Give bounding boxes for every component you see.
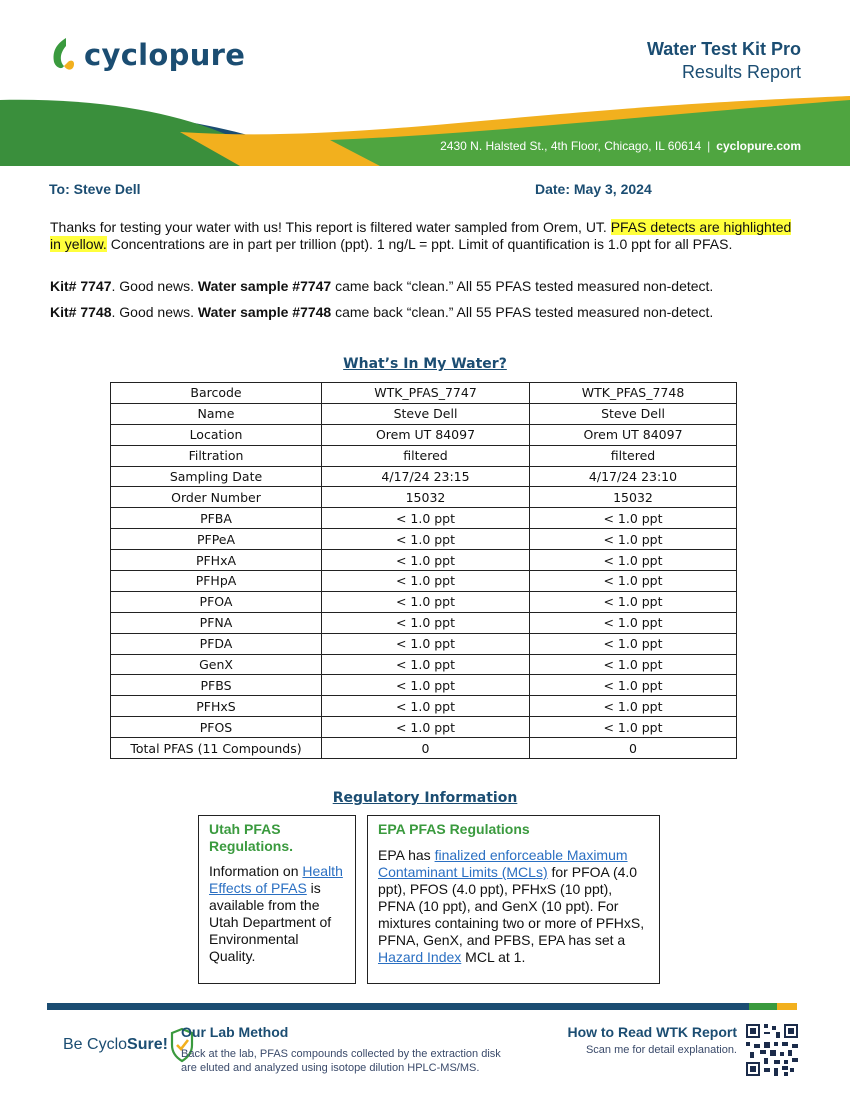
results-table-title: What’s In My Water? [343,356,507,372]
health-effects-link[interactable]: Health Effects of PFAS [209,863,343,896]
table-row [111,403,737,424]
row-label-cell: PFDA [111,633,322,654]
sample-7747-cell: < 1.0 ppt [322,529,530,550]
row-label-cell: Barcode [111,383,322,404]
row-label-cell: PFHxA [111,550,322,571]
brand-name: cyclopure [84,38,246,72]
sample-7748-cell: < 1.0 ppt [530,612,737,633]
table-row [111,571,737,592]
company-address: 2430 N. Halsted St., 4th Floor, Chicago, IL 60614 [440,139,702,153]
sample-7747-cell: 0 [322,738,530,759]
sample-7748-cell: < 1.0 ppt [530,633,737,654]
be-cyclosure-logo [63,1027,195,1063]
table-row [111,717,737,738]
table-row [111,529,737,550]
row-label-cell: Sampling Date [111,466,322,487]
kit-result-text: came back “clean.” All 55 PFAS tested measured non-detect. [331,278,714,294]
sample-7748-cell: 0 [530,738,737,759]
kit-result-text: came back “clean.” All 55 PFAS tested measured non-detect. [331,304,714,320]
sample-7748-cell: filtered [530,445,737,466]
intro-highlight: PFAS detects are highlighted in yellow. [50,219,792,252]
table-row [111,696,737,717]
kit-label: Kit# 7748 [50,304,112,320]
sample-7748-cell: < 1.0 ppt [530,529,737,550]
header-banner [0,96,850,166]
lab-method-body: Back at the lab, PFAS compounds collected by the extraction disk are eluted and analyzed using isotope dilution HPLC-MS/MS. [181,1048,501,1074]
row-label-cell: Total PFAS (11 Compounds) [111,738,322,759]
mcl-link[interactable]: finalized enforceable Maximum Contaminant Limits (MCLs) [378,847,628,880]
sample-7748-cell: < 1.0 ppt [530,550,737,571]
table-row [111,466,737,487]
table-row [111,591,737,612]
table-row [111,654,737,675]
utah-text-2: is available from the Utah Department of Environmental Quality. [209,880,332,964]
how-to-read-title: How to Read WTK Report [567,1024,737,1040]
report-subtitle: Results Report [681,62,801,82]
table-row [111,550,737,571]
epa-text-3: MCL at 1. [461,949,526,965]
sample-7747-cell: 4/17/24 23:15 [322,466,530,487]
cyclopure-leaf-icon [50,36,76,74]
lab-method-title: Our Lab Method [181,1024,289,1040]
hazard-index-link[interactable]: Hazard Index [378,949,462,965]
sample-7748-cell: WTK_PFAS_7748 [530,383,737,404]
row-label-cell: Name [111,403,322,424]
sample-7747-cell: < 1.0 ppt [322,508,530,529]
row-label-cell: PFPeA [111,529,322,550]
kit-good-news: . Good news. [111,278,198,294]
intro-paragraph [50,219,795,253]
footer-divider [47,1003,797,1010]
table-row [111,424,737,445]
be-cyclo-text: Be Cyclo [63,1036,128,1053]
sample-7747-cell: < 1.0 ppt [322,696,530,717]
intro-text-2: Concentrations are in part per trillion (ppt). 1 ng/L = ppt. Limit of quantification is 1.0 ppt for all PFAS. [106,236,733,252]
kit-result-7748 [50,304,795,321]
intro-text-1: Thanks for testing your water with us! This report is filtered water sampled from Orem, UT. [50,219,611,235]
row-label-cell: PFHpA [111,571,322,592]
recipient: To: Steve Dell [49,181,141,197]
qr-code-icon[interactable] [746,1024,798,1076]
sample-7747-cell: Orem UT 84097 [322,424,530,445]
brand-logo [50,36,245,74]
sample-7748-cell: < 1.0 ppt [530,696,737,717]
sample-7748-cell: < 1.0 ppt [530,591,737,612]
row-label-cell: Filtration [111,445,322,466]
utah-regulations-title: Utah PFAS Regulations. [209,821,294,854]
sample-7748-cell: 15032 [530,487,737,508]
sample-7747-cell: < 1.0 ppt [322,591,530,612]
sample-7748-cell: < 1.0 ppt [530,717,737,738]
epa-text-1: EPA has [378,847,435,863]
kit-good-news: . Good news. [111,304,198,320]
results-table [110,382,737,759]
table-row [111,445,737,466]
row-label-cell: PFOA [111,591,322,612]
sample-label: Water sample #7747 [197,278,332,294]
sample-7747-cell: < 1.0 ppt [322,571,530,592]
epa-regulations-box [367,815,660,984]
table-row [111,633,737,654]
table-row [111,383,737,404]
sample-7748-cell: < 1.0 ppt [530,654,737,675]
sample-7747-cell: < 1.0 ppt [322,675,530,696]
table-row [111,675,737,696]
sample-7748-cell: Orem UT 84097 [530,424,737,445]
sample-7748-cell: 4/17/24 23:10 [530,466,737,487]
row-label-cell: PFBA [111,508,322,529]
report-date: Date: May 3, 2024 [535,181,652,197]
sample-7747-cell: < 1.0 ppt [322,633,530,654]
sample-7748-cell: Steve Dell [530,403,737,424]
sample-7747-cell: filtered [322,445,530,466]
row-label-cell: Location [111,424,322,445]
epa-text-2: for PFOA (4.0 ppt), PFOS (4.0 ppt), PFHxS (10 ppt), PFNA (10 ppt), and GenX (10 ppt). For mixtures containing two or more of PFHxS, PFNA, GenX, and PFBS, EPA has set a [378,864,645,948]
row-label-cell: PFNA [111,612,322,633]
sample-7748-cell: < 1.0 ppt [530,508,737,529]
sample-7748-cell: < 1.0 ppt [530,675,737,696]
sample-7747-cell: < 1.0 ppt [322,654,530,675]
row-label-cell: PFBS [111,675,322,696]
company-website-link[interactable]: cyclopure.com [716,139,801,153]
company-address-bar [440,139,801,153]
row-label-cell: PFOS [111,717,322,738]
row-label-cell: Order Number [111,487,322,508]
table-row [111,487,737,508]
report-title: Water Test Kit Pro [646,39,801,59]
utah-regulations-box [198,815,356,984]
sample-7747-cell: < 1.0 ppt [322,550,530,571]
sample-7748-cell: < 1.0 ppt [530,571,737,592]
sample-7747-cell: < 1.0 ppt [322,717,530,738]
table-row [111,738,737,759]
address-separator: | [707,139,711,153]
kit-label: Kit# 7747 [50,278,112,294]
sample-7747-cell: < 1.0 ppt [322,612,530,633]
epa-regulations-body [378,847,649,966]
table-row [111,612,737,633]
row-label-cell: GenX [111,654,322,675]
sure-text: Sure! [127,1036,168,1053]
sample-7747-cell: 15032 [322,487,530,508]
regulatory-title: Regulatory Information [332,790,518,806]
kit-result-7747 [50,278,795,295]
sample-label: Water sample #7748 [197,304,332,320]
how-to-read-body: Scan me for detail explanation. [585,1044,737,1056]
utah-regulations-body [209,863,345,965]
table-row [111,508,737,529]
utah-text-1: Information on [209,863,303,879]
epa-regulations-title: EPA PFAS Regulations [378,821,530,837]
results-table-body [111,383,737,759]
report-heading [647,38,801,84]
row-label-cell: PFHxS [111,696,322,717]
sample-7747-cell: WTK_PFAS_7747 [322,383,530,404]
sample-7747-cell: Steve Dell [322,403,530,424]
